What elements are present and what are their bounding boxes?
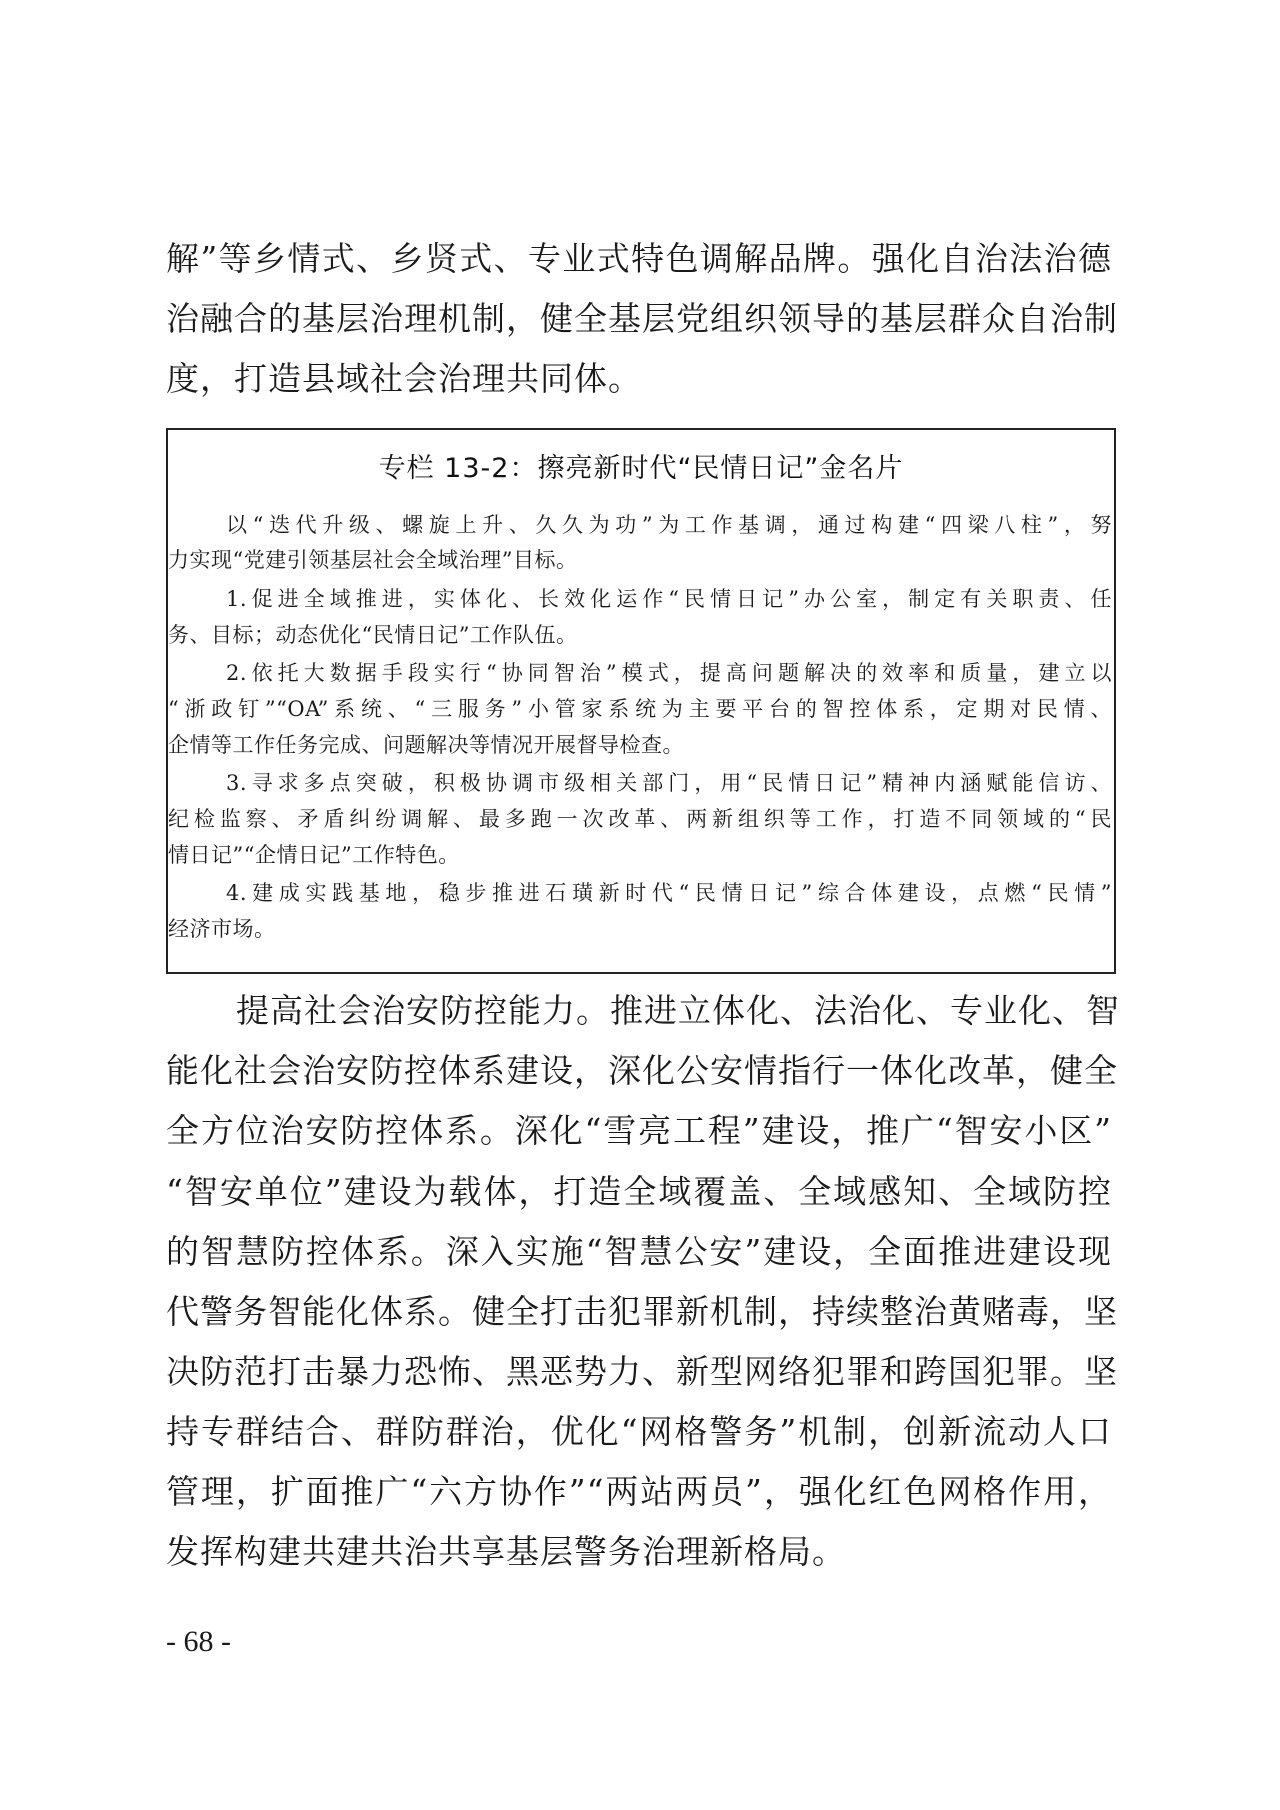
- column-box-line: 务、目标；动态优化“民情日记”工作队伍。: [168, 623, 578, 647]
- column-box-line: 经济市场。: [168, 917, 276, 941]
- main-line: 提高社会治安防控能力。推进立体化、法治化、专业化、智: [236, 991, 1120, 1030]
- column-box-line: 纪检监察、矛盾纠纷调解、最多跑一次改革、两新组织等工作，打造不同领域的“民: [168, 807, 1112, 831]
- column-box-line: 力实现“党建引领基层社会全域治理”目标。: [168, 548, 578, 572]
- intro-line: 解”等乡情式、乡贤式、专业式特色调解品牌。强化自治法治德: [166, 239, 1112, 278]
- column-box-line: 3.寻求多点突破，积极协调市级相关部门，用“民情日记”精神内涵赋能信访、: [226, 771, 1112, 795]
- main-line: 管理，扩面推广“六方协作”“两站两员”，强化红色网格作用，: [166, 1472, 1112, 1511]
- column-box-line: 1.促进全域推进，实体化、长效化运作“民情日记”办公室，制定有关职责、任: [226, 587, 1112, 611]
- column-box: [166, 428, 1116, 974]
- column-box-line: 2.依托大数据手段实行“协同智治”模式，提高问题解决的效率和质量，建立以: [226, 661, 1112, 685]
- intro-line: 度，打造县域社会治理共同体。: [166, 359, 642, 398]
- column-box-line: 企情等工作任务完成、问题解决等情况开展督导检查。: [168, 733, 684, 757]
- column-box-line: “浙政钉”“OA”系统、“三服务”小管家系统为主要平台的智控体系，定期对民情、: [168, 697, 1112, 721]
- main-line: 能化社会治安防控体系建设，深化公安情指行一体化改革，健全: [166, 1051, 1118, 1090]
- main-line: 代警务智能化体系。健全打击犯罪新机制，持续整治黄赌毒，坚: [166, 1292, 1118, 1331]
- column-box-line: 以“迭代升级、螺旋上升、久久为功”为工作基调，通过构建“四梁八柱”，努: [226, 513, 1112, 537]
- main-line: 决防范打击暴力恐怖、黑恶势力、新型网络犯罪和跨国犯罪。坚: [166, 1352, 1118, 1391]
- main-line: 的智慧防控体系。深入实施“智慧公安”建设，全面推进建设现: [166, 1232, 1112, 1271]
- main-line: “智安单位”建设为载体，打造全域覆盖、全域感知、全域防控: [166, 1172, 1112, 1211]
- column-box-line: 情日记”“企情日记”工作特色。: [168, 843, 460, 867]
- main-line: 发挥构建共建共治共享基层警务治理新格局。: [166, 1532, 846, 1571]
- main-line: 持专群结合、群防群治，优化“网格警务”机制，创新流动人口: [166, 1412, 1112, 1451]
- main-line: 全方位治安防控体系。深化“雪亮工程”建设，推广“智安小区”: [166, 1111, 1112, 1150]
- column-box-title: 专栏 13-2：擦亮新时代“民情日记”金名片: [378, 453, 904, 484]
- intro-line: 治融合的基层治理机制，健全基层党组织领导的基层群众自治制: [166, 299, 1118, 338]
- column-box-line: 4.建成实践基地，稳步推进石璜新时代“民情日记”综合体建设，点燃“民情”: [226, 881, 1112, 905]
- page-number: - 68 -: [166, 1625, 231, 1658]
